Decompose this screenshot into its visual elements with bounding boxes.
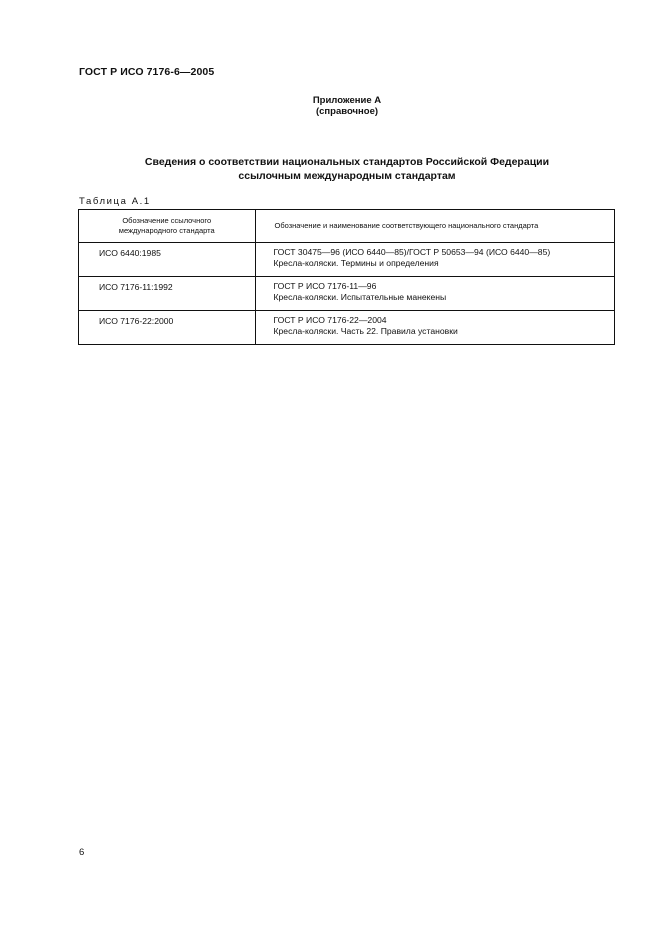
table-caption: Таблица А.1 [79,196,151,207]
document-code-header: ГОСТ Р ИСО 7176-6—2005 [79,66,215,78]
header-col1-line-1: Обозначение ссылочного [122,216,212,225]
national-standard-cell [255,311,614,345]
national-standard-designation: ГОСТ 30475—96 (ИСО 6440—85)/ГОСТ Р 50653—94 (ИСО 6440—85) [273,247,551,257]
appendix-title: Приложение А [312,95,382,106]
national-standard-name: Кресла-коляски. Испытательные манекены [273,292,447,302]
table-row [79,243,614,277]
table-row [79,311,614,345]
header-national-standard: Обозначение и наименование соответствующего национального стандарта [255,210,614,243]
national-standard-name: Кресла-коляски. Часть 22. Правила установки [273,326,458,336]
table-header-row [79,210,614,243]
national-standard-cell [255,243,614,277]
header-col1-line-2: международного стандарта [118,226,215,235]
national-standard-cell [255,277,614,311]
page-number: 6 [79,847,85,858]
intl-standard-cell: ИСО 7176-11:1992 [79,277,255,311]
standards-table [78,209,615,345]
appendix-heading [0,95,661,117]
intl-standard-cell: ИСО 7176-22:2000 [79,311,255,345]
appendix-subtitle: (справочное) [315,106,379,117]
section-title [0,155,661,183]
section-title-line-2: ссылочным международным стандартам [238,170,456,182]
national-standard-designation: ГОСТ Р ИСО 7176-22—2004 [273,315,387,325]
national-standard-name: Кресла-коляски. Термины и определения [273,258,439,268]
intl-standard-cell: ИСО 6440:1985 [79,243,255,277]
table-row [79,277,614,311]
header-international-standard [79,210,255,243]
national-standard-designation: ГОСТ Р ИСО 7176-11—96 [273,281,377,291]
section-title-line-1: Сведения о соответствии национальных стандартов Российской Федерации [144,156,550,168]
